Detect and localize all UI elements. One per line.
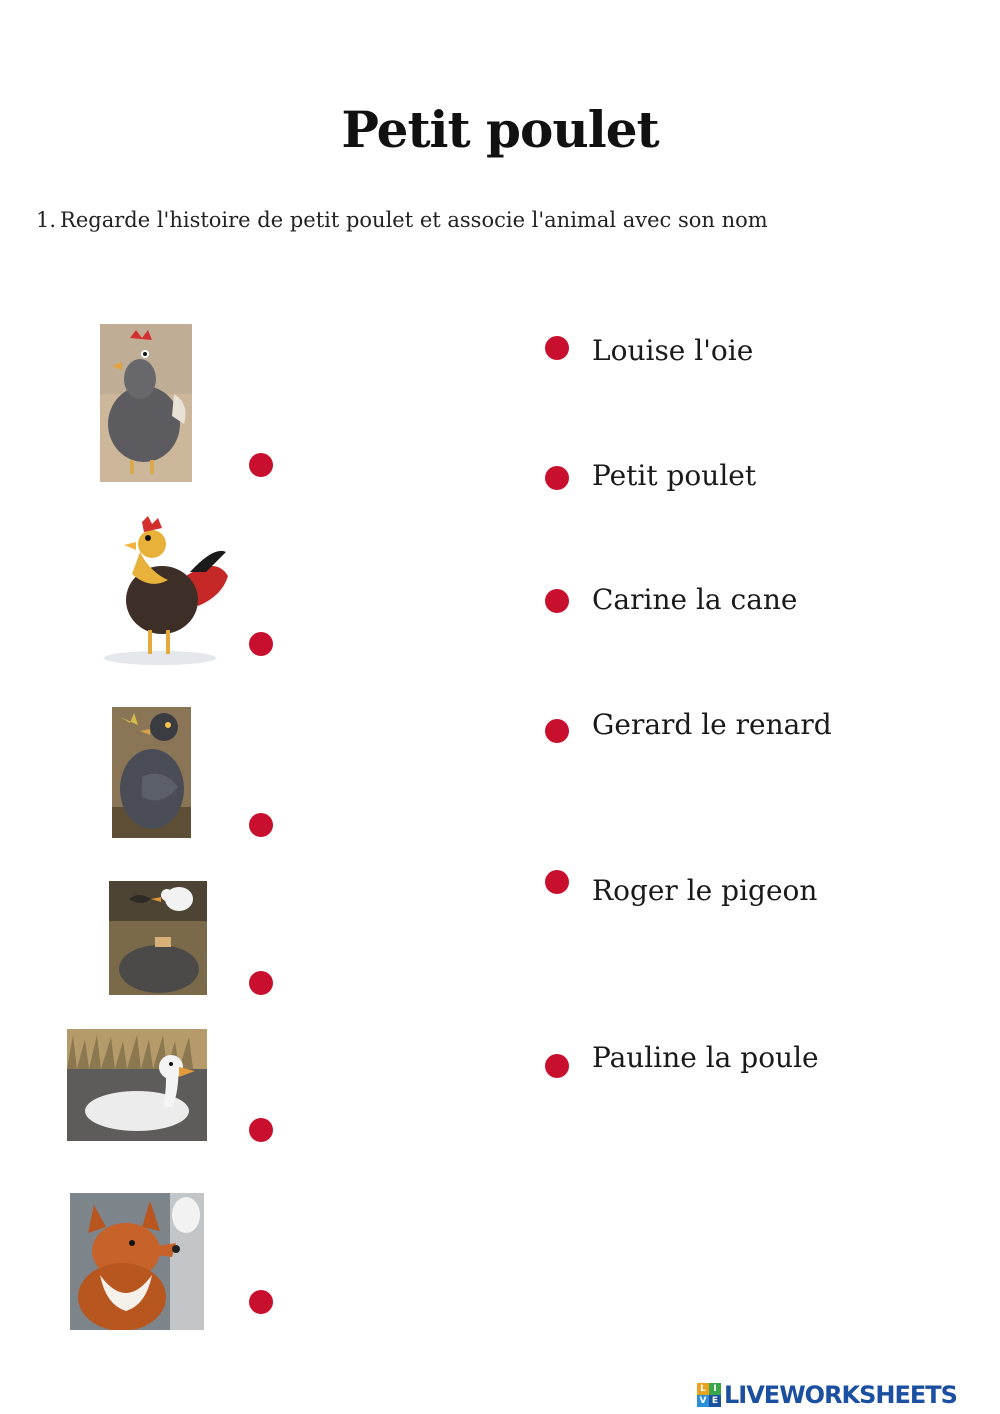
- liveworksheets-brand: LIVEWORKSHEETS: [724, 1381, 957, 1409]
- animal-name-carine: Carine la cane: [592, 583, 798, 616]
- match-dot-image-5[interactable]: [249, 1118, 273, 1142]
- instruction-number: 1.: [36, 208, 57, 232]
- animal-name-petit-poulet: Petit poulet: [592, 459, 757, 492]
- rooster-image: [100, 516, 234, 666]
- liveworksheets-footer[interactable]: [697, 1380, 957, 1410]
- match-dot-name-4[interactable]: [545, 719, 569, 743]
- match-dot-name-6[interactable]: [545, 1054, 569, 1078]
- match-dot-name-5[interactable]: [545, 870, 569, 894]
- liveworksheets-logo-icon: L I V E: [697, 1383, 721, 1407]
- fox-image: [70, 1193, 204, 1330]
- animal-name-louise: Louise l'oie: [592, 334, 754, 367]
- duck-image: [109, 881, 207, 995]
- page-title: Petit poulet: [341, 100, 659, 159]
- goose-image: [67, 1029, 207, 1141]
- animal-name-roger: Roger le pigeon: [592, 874, 818, 907]
- match-dot-image-3[interactable]: [249, 813, 273, 837]
- hen-image: [100, 324, 192, 482]
- instruction: [36, 208, 768, 232]
- match-dot-image-4[interactable]: [249, 971, 273, 995]
- instruction-text: Regarde l'histoire de petit poulet et associe l'animal avec son nom: [60, 208, 768, 232]
- animal-name-gerard: Gerard le renard: [592, 708, 832, 741]
- match-dot-name-1[interactable]: [545, 336, 569, 360]
- match-dot-image-1[interactable]: [249, 453, 273, 477]
- animal-name-pauline: Pauline la poule: [592, 1041, 819, 1074]
- match-dot-name-3[interactable]: [545, 589, 569, 613]
- match-dot-image-2[interactable]: [249, 632, 273, 656]
- match-dot-image-6[interactable]: [249, 1290, 273, 1314]
- match-dot-name-2[interactable]: [545, 466, 569, 490]
- pigeon-image: [112, 707, 191, 838]
